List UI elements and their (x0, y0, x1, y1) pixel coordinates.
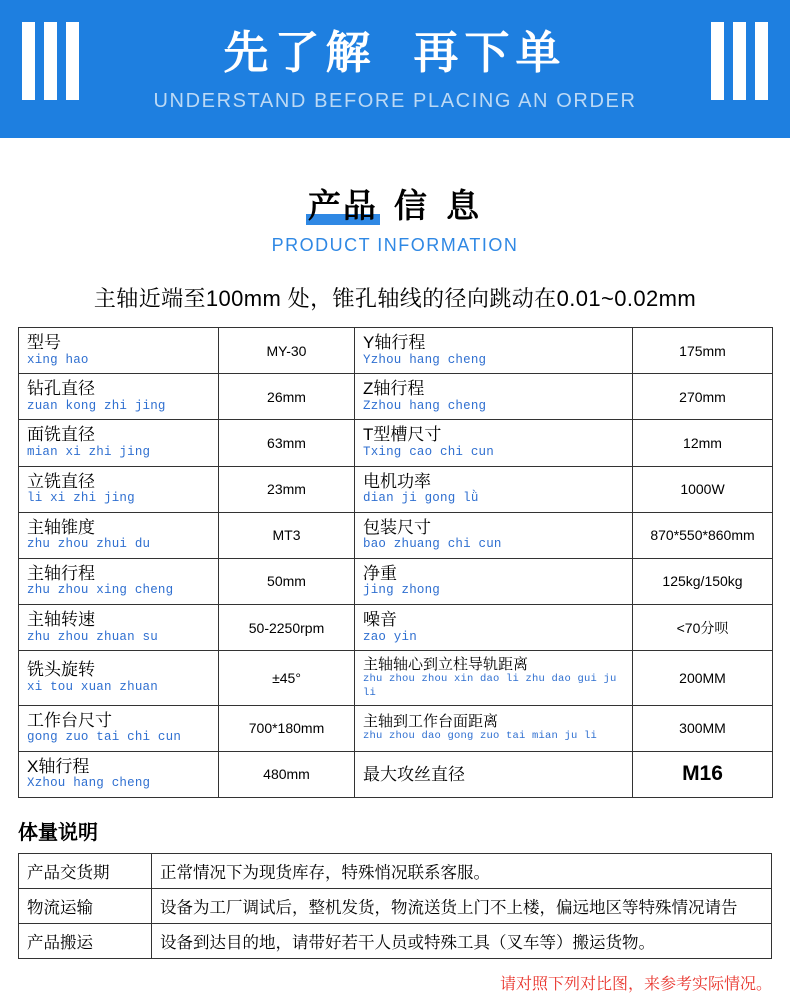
spec-label-cell (19, 558, 219, 604)
table-row (19, 512, 773, 558)
spec-label-cn: 主轴锥度 (27, 517, 95, 537)
spec-label2-pinyin: Zzhou hang cheng (363, 398, 487, 413)
spec-label-pinyin: xi tou xuan zhuan (27, 679, 158, 694)
spec-label2-pinyin: Yzhou hang cheng (363, 352, 487, 367)
spec-label-cn: 面铣直径 (27, 425, 95, 445)
banner-bar (711, 22, 724, 100)
spec-label-pinyin: zhu zhou zhuan su (27, 629, 158, 644)
volume-text-cell: 正常情况下为现货库存，特殊悄况联系客服。 (152, 854, 772, 889)
spec-value2-cell: 1000W (633, 466, 773, 512)
spec-label-cell (19, 651, 219, 706)
spec-value2-cell: 270mm (633, 374, 773, 420)
table-row (19, 705, 773, 751)
spec-label2-cn: 最大攻丝直径 (363, 764, 465, 784)
volume-label-cell: 产品交货期 (19, 854, 152, 889)
spec-value-cell: 23mm (219, 466, 355, 512)
spec-label2-cell (355, 751, 633, 797)
spec-value-cell: 480mm (219, 751, 355, 797)
spec-value-cell: 50-2250rpm (219, 605, 355, 651)
spec-label2-cell (355, 558, 633, 604)
spec-label2-cn: Y轴行程 (363, 333, 426, 352)
spec-label-pinyin: zhu zhou xing cheng (27, 583, 174, 598)
section-title (306, 180, 484, 227)
table-row (19, 889, 772, 924)
spec-value2-cell: <70分呗 (633, 605, 773, 651)
volume-table-body (19, 854, 772, 959)
table-row (19, 558, 773, 604)
table-row (19, 924, 772, 959)
table-row (19, 374, 773, 420)
spec-label2-cn: 包装尺寸 (363, 517, 431, 537)
volume-table (18, 853, 772, 959)
spec-label2-cell (355, 605, 633, 651)
table-row (19, 466, 773, 512)
spec-label2-pinyin: Txing cao chi cun (363, 444, 494, 459)
spec-label2-pinyin: dian ji gong lǜ (363, 491, 479, 506)
banner-bar (755, 22, 768, 100)
spec-value-cell: 50mm (219, 558, 355, 604)
section-title-highlight: 产品 (306, 180, 380, 227)
banner-bar (66, 22, 79, 100)
section-heading (0, 180, 790, 256)
banner-title: 先了解 再下单 (223, 27, 567, 79)
spec-value-cell: ±45° (219, 651, 355, 706)
spec-label-cn: 钻孔直径 (27, 379, 95, 399)
spec-table-wrapper (0, 327, 790, 798)
volume-label-cell: 产品搬运 (19, 924, 152, 959)
spec-value2-cell: 12mm (633, 420, 773, 466)
spec-label-pinyin: zuan kong zhi jing (27, 398, 166, 413)
banner-bars-left (22, 22, 79, 100)
spec-label2-cn: 噪音 (363, 610, 397, 630)
spec-value2-cell: 300MM (633, 705, 773, 751)
spec-label-cn: 主轴转速 (27, 610, 95, 630)
table-row (19, 751, 773, 797)
banner-subtitle: UNDERSTAND BEFORE PLACING AN ORDER (153, 89, 637, 112)
section-title-rest: 信 息 (393, 187, 485, 224)
table-row (19, 420, 773, 466)
spec-label-cell (19, 705, 219, 751)
section-subtitle: PRODUCT INFORMATION (271, 235, 519, 255)
spec-value2-cell: 175mm (633, 328, 773, 374)
spec-label-pinyin: xing hao (27, 352, 89, 367)
spec-value2-cell: M16 (633, 751, 773, 797)
spec-label2-cell (355, 374, 633, 420)
table-row (19, 605, 773, 651)
spec-value2-cell: 200MM (633, 651, 773, 706)
spec-label2-cell (355, 512, 633, 558)
spec-label2-cn: Z轴行程 (363, 379, 425, 399)
spec-value-cell: 700*180mm (219, 705, 355, 751)
spec-label2-cell (355, 651, 633, 706)
spec-label-cn: 型号 (27, 333, 61, 352)
spec-label2-cn: 电机功率 (363, 471, 431, 491)
spec-label-pinyin: mian xi zhi jing (27, 444, 151, 459)
spec-label-cell (19, 328, 219, 374)
spec-value2-cell: 870*550*860mm (633, 512, 773, 558)
footer-note: 请对照下列对比图，来参考实际情况。 (499, 976, 772, 994)
spec-label2-pinyin: bao zhuang chi cun (363, 537, 502, 552)
spec-value-cell: 63mm (219, 420, 355, 466)
banner-text-group (115, 25, 675, 112)
banner-bar (44, 22, 57, 100)
spec-label-cell (19, 374, 219, 420)
lead-text: 主轴近端至100mm 处，锥孔轴线的径向跳动在0.01~0.02mm (93, 286, 697, 311)
spec-label-pinyin: Xzhou hang cheng (27, 776, 151, 791)
volume-section-title: 体量说明 (18, 822, 98, 845)
spec-label-cell (19, 512, 219, 558)
header-banner (0, 0, 790, 138)
spec-label2-pinyin: zhu zhou zhou xin dao li zhu dao gui ju li (363, 673, 617, 699)
spec-label2-pinyin: zhu zhou dao gong zuo tai mian ju li (363, 730, 598, 743)
spec-label2-cell (355, 705, 633, 751)
spec-table-body (19, 328, 773, 798)
spec-value-cell: MT3 (219, 512, 355, 558)
spec-label2-cn: 主轴到工作台面距离 (363, 713, 499, 731)
spec-value-cell: 26mm (219, 374, 355, 420)
spec-label-pinyin: li xi zhi jing (27, 491, 135, 506)
spec-label-cn: 铣头旋转 (27, 660, 95, 680)
banner-bars-right (711, 22, 768, 100)
table-row (19, 328, 773, 374)
spec-label2-cell (355, 420, 633, 466)
volume-text-cell: 设备为工厂调试后，整机发货，物流送货上门不上楼，偏远地区等特殊情况请告 (152, 889, 772, 924)
spec-label2-cell (355, 328, 633, 374)
spec-label-cn: 工作台尺寸 (27, 710, 112, 730)
spec-label2-pinyin: zao yin (363, 629, 417, 644)
spec-label2-cn: T型槽尺寸 (363, 425, 442, 445)
spec-table (18, 327, 773, 798)
spec-label-cell (19, 605, 219, 651)
table-row (19, 651, 773, 706)
volume-label-cell: 物流运输 (19, 889, 152, 924)
spec-label-cell (19, 466, 219, 512)
spec-label-cell (19, 420, 219, 466)
spec-label-cell (19, 751, 219, 797)
spec-label-pinyin: gong zuo tai chi cun (27, 730, 182, 745)
spec-value-cell: MY-30 (219, 328, 355, 374)
banner-bar (733, 22, 746, 100)
spec-label2-cn: 主轴轴心到立柱导轨距离 (363, 656, 529, 674)
spec-label2-cell (355, 466, 633, 512)
spec-label2-cn: 净重 (363, 563, 397, 583)
spec-label-pinyin: zhu zhou zhui du (27, 537, 151, 552)
spec-label-cn: X轴行程 (27, 756, 90, 776)
spec-label-cn: 立铣直径 (27, 471, 95, 491)
table-row (19, 854, 772, 889)
spec-label-cn: 主轴行程 (27, 563, 95, 583)
banner-bar (22, 22, 35, 100)
spec-label2-pinyin: jing zhong (363, 583, 441, 598)
volume-text-cell: 设备到达目的地，请带好若干人员或特殊工具（叉车等）搬运货物。 (152, 924, 772, 959)
spec-value2-cell: 125kg/150kg (633, 558, 773, 604)
